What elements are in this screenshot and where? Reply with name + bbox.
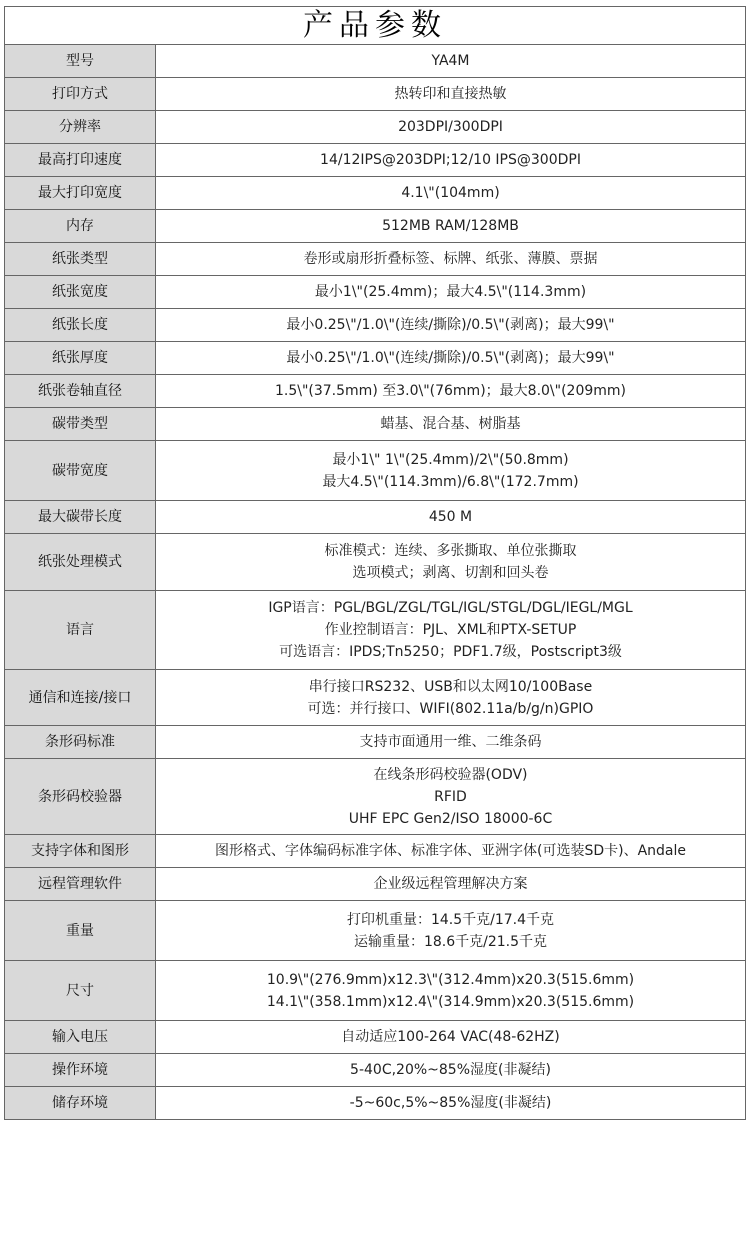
spec-value-line: 14/12IPS@203DPI;12/10 IPS@300DPI	[320, 152, 581, 168]
spec-value-line: 10.9\"(276.9mm)x12.3\"(312.4mm)x20.3(515.6mm)	[266, 971, 635, 988]
spec-row	[5, 835, 746, 868]
spec-row	[5, 177, 746, 210]
spec-row	[5, 144, 746, 177]
spec-value-line: 450 M	[428, 509, 473, 525]
spec-label: 纸张卷轴直径	[5, 375, 156, 408]
spec-value	[156, 901, 746, 961]
spec-row	[5, 408, 746, 441]
spec-label: 尺寸	[5, 961, 156, 1021]
spec-value	[156, 835, 746, 868]
spec-row	[5, 759, 746, 835]
spec-row	[5, 210, 746, 243]
spec-label: 操作环境	[5, 1054, 156, 1087]
spec-value	[156, 726, 746, 759]
spec-value-line: 作业控制语言：PJL、XML和PTX-SETUP	[324, 622, 577, 638]
spec-value	[156, 1021, 746, 1054]
spec-value-line: 打印机重量：14.5千克/17.4千克	[346, 911, 555, 928]
spec-row	[5, 901, 746, 961]
spec-row	[5, 501, 746, 534]
spec-value	[156, 342, 746, 375]
spec-row	[5, 868, 746, 901]
spec-value-line: 选项模式；剥离、切割和回头卷	[352, 565, 549, 581]
spec-value-line: 热转印和直接热敏	[394, 86, 507, 102]
spec-row	[5, 342, 746, 375]
spec-row	[5, 309, 746, 342]
spec-value	[156, 1054, 746, 1087]
spec-label: 内存	[5, 210, 156, 243]
spec-row	[5, 1087, 746, 1120]
spec-value-line: 标准模式：连续、多张撕取、单位张撕取	[324, 543, 577, 559]
spec-value	[156, 441, 746, 501]
spec-row	[5, 534, 746, 591]
spec-value-line: 最小1\"(25.4mm)；最大4.5\"(114.3mm)	[314, 284, 587, 300]
spec-value-line: 最小0.25\"/1.0\"(连续/撕除)/0.5\"(剥离)；最大99\"	[286, 317, 615, 333]
spec-value-line: UHF EPC Gen2/ISO 18000-6C	[348, 810, 553, 827]
spec-value	[156, 868, 746, 901]
spec-row	[5, 1054, 746, 1087]
spec-value-line: 512MB RAM/128MB	[382, 218, 519, 234]
spec-row	[5, 375, 746, 408]
spec-value-line: -5~60c,5%~85%湿度(非凝结)	[349, 1095, 552, 1111]
spec-row	[5, 591, 746, 670]
spec-value-line: 自动适应100-264 VAC(48-62HZ)	[341, 1029, 560, 1045]
spec-label: 最大打印宽度	[5, 177, 156, 210]
spec-label: 型号	[5, 45, 156, 78]
spec-value	[156, 111, 746, 144]
spec-value	[156, 1087, 746, 1120]
spec-label: 纸张类型	[5, 243, 156, 276]
spec-row	[5, 961, 746, 1021]
spec-value-line: 203DPI/300DPI	[398, 119, 503, 135]
spec-value	[156, 375, 746, 408]
spec-table-body	[5, 45, 746, 1120]
spec-label: 支持字体和图形	[5, 835, 156, 868]
spec-value-line: 蜡基、混合基、树脂基	[380, 416, 521, 432]
spec-value	[156, 501, 746, 534]
spec-row	[5, 45, 746, 78]
spec-label: 通信和连接/接口	[5, 670, 156, 726]
spec-value-line: 图形格式、字体编码标准字体、标准字体、亚洲字体(可选装SD卡)、Andale	[214, 843, 686, 859]
spec-value-line: 可选语言：IPDS;Tn5250；PDF1.7级，Postscript3级	[279, 644, 622, 660]
spec-row	[5, 670, 746, 726]
spec-label: 输入电压	[5, 1021, 156, 1054]
spec-value-line: RFID	[434, 788, 467, 805]
spec-value-line: YA4M	[431, 53, 470, 69]
spec-value	[156, 243, 746, 276]
spec-row	[5, 441, 746, 501]
spec-value	[156, 408, 746, 441]
spec-value-line: 1.5\"(37.5mm) 至3.0\"(76mm)；最大8.0\"(209mm)	[274, 383, 627, 399]
spec-value-line: 串行接口RS232、USB和以太网10/100Base	[308, 678, 593, 695]
page-title: 产品参数	[4, 6, 746, 44]
spec-label: 重量	[5, 901, 156, 961]
spec-value	[156, 961, 746, 1021]
spec-row	[5, 243, 746, 276]
spec-label: 纸张厚度	[5, 342, 156, 375]
spec-label: 语言	[5, 591, 156, 670]
spec-value-line: 运输重量：18.6千克/21.5千克	[353, 933, 548, 950]
spec-value	[156, 78, 746, 111]
spec-label: 碳带宽度	[5, 441, 156, 501]
spec-value-line: 企业级远程管理解决方案	[373, 876, 528, 892]
spec-value-line: 4.1\"(104mm)	[401, 185, 500, 201]
spec-value	[156, 534, 746, 591]
spec-row	[5, 726, 746, 759]
spec-value	[156, 276, 746, 309]
spec-value-line: 最大4.5\"(114.3mm)/6.8\"(172.7mm)	[322, 473, 579, 490]
spec-value	[156, 177, 746, 210]
spec-value	[156, 309, 746, 342]
spec-label: 最高打印速度	[5, 144, 156, 177]
spec-value	[156, 144, 746, 177]
spec-value	[156, 591, 746, 670]
spec-sheet	[4, 6, 746, 1120]
spec-value	[156, 210, 746, 243]
spec-value-line: 14.1\"(358.1mm)x12.4\"(314.9mm)x20.3(515.6mm)	[266, 993, 635, 1010]
spec-value-line: 最小0.25\"/1.0\"(连续/撕除)/0.5\"(剥离)；最大99\"	[286, 350, 615, 366]
spec-row	[5, 1021, 746, 1054]
spec-label: 打印方式	[5, 78, 156, 111]
spec-label: 纸张长度	[5, 309, 156, 342]
spec-value-line: 卷形或扇形折叠标签、标牌、纸张、薄膜、票据	[303, 251, 598, 267]
spec-value-line: 5-40C,20%~85%湿度(非凝结)	[350, 1062, 551, 1078]
spec-value-line: 支持市面通用一维、二维条码	[359, 734, 542, 750]
spec-label: 条形码校验器	[5, 759, 156, 835]
spec-value	[156, 759, 746, 835]
spec-table	[4, 44, 746, 1120]
spec-label: 条形码标准	[5, 726, 156, 759]
spec-value-line: 最小1\" 1\"(25.4mm)/2\"(50.8mm)	[332, 451, 569, 468]
spec-label: 分辨率	[5, 111, 156, 144]
spec-label: 纸张宽度	[5, 276, 156, 309]
spec-value-line: 可选：并行接口、WIFI(802.11a/b/g/n)GPIO	[307, 700, 594, 717]
spec-label: 碳带类型	[5, 408, 156, 441]
spec-row	[5, 276, 746, 309]
spec-row	[5, 111, 746, 144]
spec-value-line: IGP语言：PGL/BGL/ZGL/TGL/IGL/STGL/DGL/IEGL/MGL	[268, 600, 633, 616]
spec-value	[156, 670, 746, 726]
spec-label: 纸张处理模式	[5, 534, 156, 591]
spec-label: 最大碳带长度	[5, 501, 156, 534]
spec-row	[5, 78, 746, 111]
spec-label: 储存环境	[5, 1087, 156, 1120]
spec-label: 远程管理软件	[5, 868, 156, 901]
spec-value	[156, 45, 746, 78]
spec-value-line: 在线条形码校验器(ODV)	[373, 766, 528, 783]
